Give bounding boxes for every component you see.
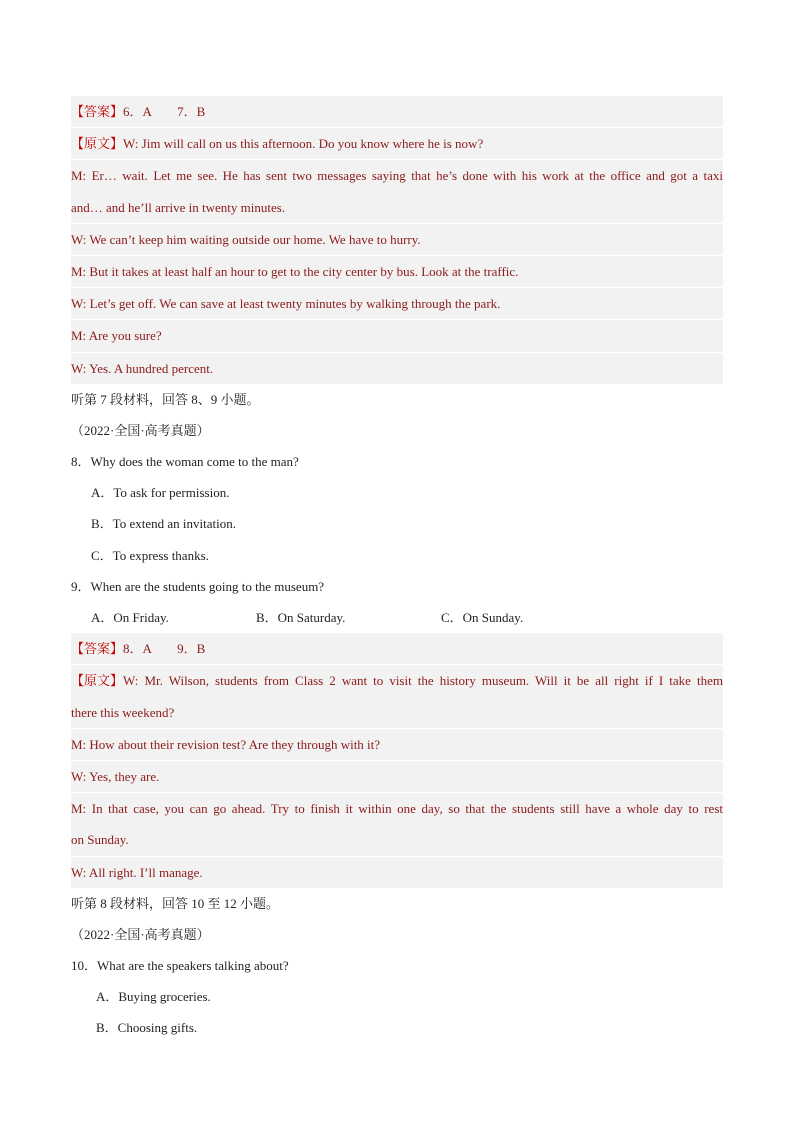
question-10-option-b: B．Choosing gifts.	[96, 1020, 198, 1036]
transcript-line: W: Yes. A hundred percent.	[71, 352, 723, 384]
answer-line	[71, 96, 723, 127]
transcript-line: on Sunday.	[71, 824, 723, 855]
question-9-option-c: C．On Sunday.	[441, 610, 524, 625]
transcript-line: there this weekend?	[71, 697, 723, 728]
question-source: （2022·全国·高考真题）	[71, 422, 210, 438]
transcript-tag: 【原文】	[71, 136, 124, 152]
question-8-stem: 8．Why does the woman come to the man?	[71, 454, 299, 470]
answer-tag: 【答案】	[71, 104, 124, 119]
question-8-option-b: B．To extend an invitation.	[91, 516, 236, 532]
answer-line	[71, 633, 723, 664]
section-intro: 听第 7 段材料，回答 8、9 小题。	[71, 391, 260, 407]
answer-tag: 【答案】	[71, 641, 124, 657]
question-9-option-b: B．On Saturday.	[256, 610, 346, 625]
answer-block-6-7	[71, 96, 723, 384]
transcript-line: M: In that case, you can go ahead. Try to finish it within one day, so that the students still have a whole day to rest	[71, 792, 723, 824]
answer-block-8-9	[71, 633, 723, 888]
question-9-option-a: A．On Friday.	[91, 610, 169, 625]
transcript-line: M: Er… wait. Let me see. He has sent two messages saying that he’s done with his work at the office and got a taxi	[71, 159, 723, 191]
transcript-line: W: All right. I’ll manage.	[71, 856, 723, 888]
transcript-line: and… and he’ll arrive in twenty minutes.	[71, 192, 723, 223]
document-content	[71, 96, 723, 1044]
question-source: （2022·全国·高考真题）	[71, 926, 210, 942]
transcript-line: W: Let’s get off. We can save at least twenty minutes by walking through the park.	[71, 287, 723, 319]
question-9-options	[71, 602, 723, 633]
question-10-stem: 10．What are the speakers talking about?	[71, 958, 289, 974]
transcript-line: 【原文】 W: Mr. Wilson, students from Class 2 want to visit the history museum. Will it be all right if I take them	[71, 664, 723, 696]
question-9-stem: 9．When are the students going to the museum?	[71, 578, 325, 594]
transcript-line: W: Yes, they are.	[71, 760, 723, 792]
question-10-option-a: A．Buying groceries.	[96, 989, 211, 1005]
transcript-line: 【原文】W: Jim will call on us this afternoon. Do you know where he is now?	[71, 127, 723, 159]
transcript-line: W: We can’t keep him waiting outside our home. We have to hurry.	[71, 223, 723, 255]
section-intro: 听第 8 段材料，回答 10 至 12 小题。	[71, 895, 280, 911]
answer-text: 8．A 9．B	[123, 641, 206, 657]
question-8-option-a: A．To ask for permission.	[91, 485, 230, 501]
question-8-option-c: C．To express thanks.	[91, 547, 209, 563]
transcript-tag: 【原文】	[71, 673, 124, 689]
transcript-line: M: Are you sure?	[71, 319, 723, 351]
answer-text: 6．A 7．B	[123, 104, 206, 119]
transcript-line: M: But it takes at least half an hour to get to the city center by bus. Look at the traffic.	[71, 255, 723, 287]
transcript-line: M: How about their revision test? Are they through with it?	[71, 728, 723, 760]
